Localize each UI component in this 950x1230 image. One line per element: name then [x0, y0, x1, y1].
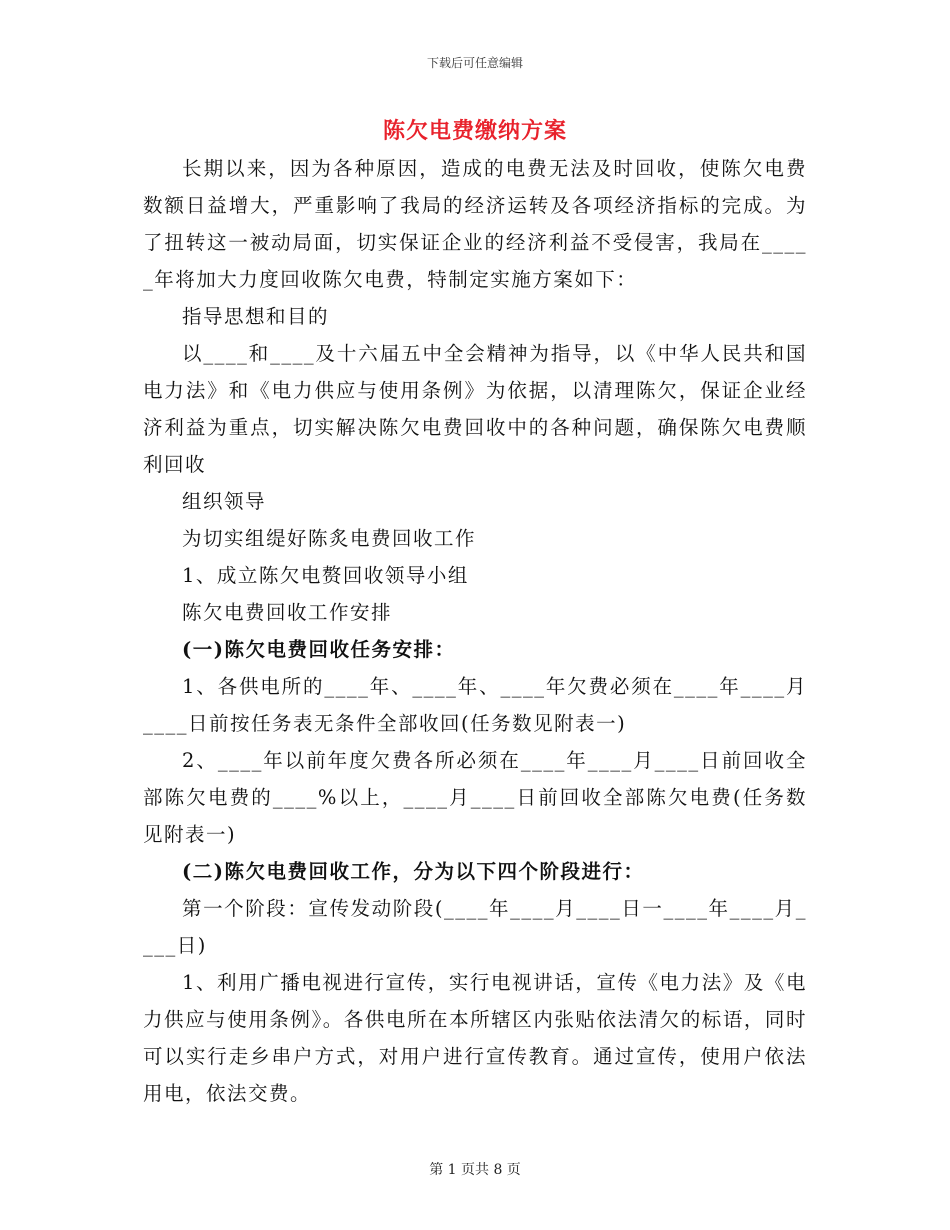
heading-work-arrangement: 陈欠电费回收工作安排 — [182, 601, 393, 624]
document-title: 陈欠电费缴纳方案 — [382, 118, 567, 144]
paragraph-task-2: 2、____年以前年度欠费各所必须在____年____月____日前回收全部陈欠电费的____%以上，____月____日前回收全部陈欠电费(任务数见附表一) — [143, 749, 807, 846]
heading-four-stages: (二)陈欠电费回收工作，分为以下四个阶段进行： — [182, 860, 645, 883]
paragraph-publicity: 1、利用广播电视进行宣传，实行电视讲话，宣传《电力法》及《电力供应与使用条例》。各供电所在本所辖区内张贴依法清欠的标语，同时可以实行走乡串户方式，对用户进行宣传教育。通过宣传，使用户依法用电，依法交费。 — [143, 971, 807, 1105]
paragraph-organization: 为切实组缇好陈炙电费回收工作 — [182, 527, 477, 550]
page-number: 第 1 页共 8 页 — [429, 1162, 521, 1178]
document-body — [143, 150, 807, 1112]
header-note: 下载后可任意编辑 — [426, 56, 523, 70]
heading-task-arrangement: (一)陈欠电费回收任务安排： — [182, 638, 456, 661]
paragraph-stage-1: 第一个阶段：宣传发动阶段(____年____月____日一____年____月____日) — [143, 897, 807, 957]
paragraph-guiding-ideology: 以____和____及十六届五中全会精神为指导，以《中华人民共和国电力法》和《电力供应与使用条例》为依据，以清理陈欠，保证企业经济利益为重点，切实解决陈欠电费回收中的各种问题，确保陈欠电费顺利回收 — [143, 342, 807, 476]
heading-organization: 组织领导 — [182, 490, 267, 513]
paragraph-task-1: 1、各供电所的____年、____年、____年欠费必须在____年____月____日前按任务表无条件全部收回(任务数见附表一) — [143, 675, 807, 735]
heading-guiding-ideology: 指导思想和目的 — [182, 305, 330, 328]
paragraph-intro: 长期以来，因为各种原因，造成的电费无法及时回收，使陈欠电费数额日益增大，严重影响了我局的经济运转及各项经济指标的完成。为了扭转这一被动局面，切实保证企业的经济利益不受侵害，我局在_____年将加大力度回收陈欠电费，特制定实施方案如下： — [143, 157, 807, 291]
paragraph-leading-group: 1、成立陈欠电赘回收领导小组 — [182, 564, 469, 587]
